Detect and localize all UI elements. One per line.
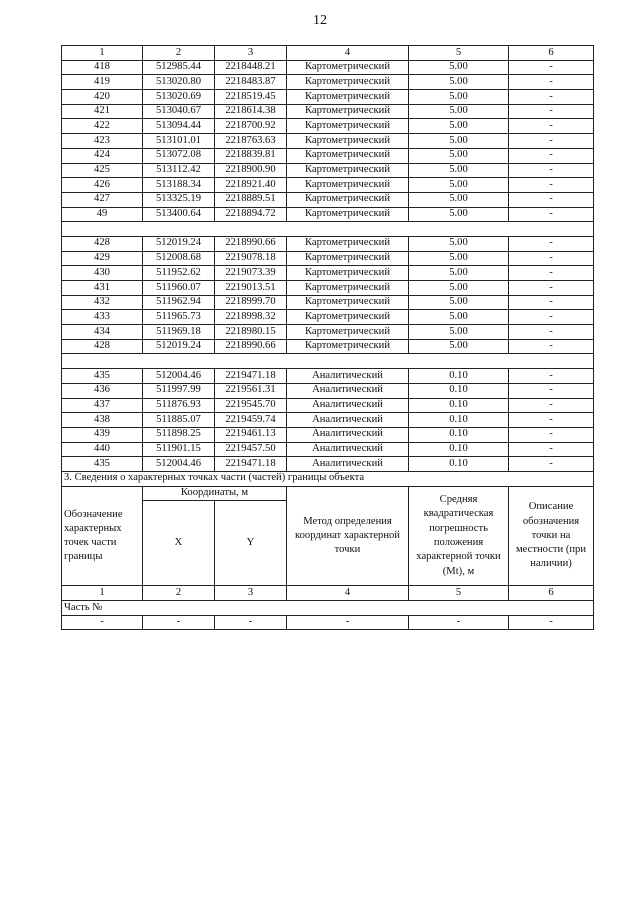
section-column-number-row (62, 586, 594, 601)
table-row (62, 369, 594, 384)
empty-cell: - (409, 615, 509, 630)
y-coordinate-cell: 2219457.50 (215, 442, 287, 457)
header-line: границы (64, 550, 103, 562)
boundary-points-table (61, 45, 594, 630)
y-coordinate-cell: 2218894.72 (215, 207, 287, 222)
description-cell: - (509, 369, 594, 384)
description-cell: - (509, 163, 594, 178)
y-coordinate-cell: 2218763.63 (215, 134, 287, 149)
table-row (62, 148, 594, 163)
empty-cell: - (62, 615, 143, 630)
point-number-cell: 431 (62, 281, 143, 296)
error-cell: 5.00 (409, 281, 509, 296)
error-cell: 5.00 (409, 236, 509, 251)
method-cell: Картометрический (287, 310, 409, 325)
col-number: 3 (215, 586, 287, 601)
x-coordinate-cell: 512019.24 (143, 339, 215, 354)
method-cell: Картометрический (287, 325, 409, 340)
y-coordinate-cell: 2218998.32 (215, 310, 287, 325)
description-cell: - (509, 236, 594, 251)
description-cell: - (509, 90, 594, 105)
method-cell: Картометрический (287, 90, 409, 105)
error-cell: 5.00 (409, 178, 509, 193)
method-cell: Картометрический (287, 192, 409, 207)
method-cell: Аналитический (287, 398, 409, 413)
empty-row (62, 222, 594, 237)
empty-cell: - (509, 615, 594, 630)
description-cell: - (509, 60, 594, 75)
x-coordinate-cell: 511901.15 (143, 442, 215, 457)
table-row (62, 413, 594, 428)
point-number-cell: 433 (62, 310, 143, 325)
y-coordinate-cell: 2218614.38 (215, 104, 287, 119)
description-cell: - (509, 457, 594, 472)
col-number: 3 (215, 46, 287, 61)
table-row (62, 281, 594, 296)
error-cell: 0.10 (409, 442, 509, 457)
description-cell: - (509, 325, 594, 340)
point-number-cell: 422 (62, 119, 143, 134)
point-number-cell: 420 (62, 90, 143, 105)
x-coordinate-cell: 512004.46 (143, 369, 215, 384)
method-cell: Аналитический (287, 427, 409, 442)
y-coordinate-cell: 2218519.45 (215, 90, 287, 105)
description-cell: - (509, 251, 594, 266)
method-cell: Картометрический (287, 207, 409, 222)
method-cell: Картометрический (287, 251, 409, 266)
method-cell: Картометрический (287, 236, 409, 251)
y-coordinate-cell: 2219561.31 (215, 383, 287, 398)
table-row (62, 383, 594, 398)
method-cell: Аналитический (287, 369, 409, 384)
description-cell: - (509, 178, 594, 193)
method-cell: Картометрический (287, 281, 409, 296)
point-number-cell: 425 (62, 163, 143, 178)
error-cell: 5.00 (409, 148, 509, 163)
point-number-cell: 421 (62, 104, 143, 119)
y-header: Y (215, 501, 287, 586)
table-row (62, 266, 594, 281)
error-cell: 0.10 (409, 413, 509, 428)
y-coordinate-cell: 2219471.18 (215, 457, 287, 472)
table-row (62, 134, 594, 149)
x-coordinate-cell: 511997.99 (143, 383, 215, 398)
error-cell: 5.00 (409, 60, 509, 75)
table-row (62, 60, 594, 75)
empty-cell: - (215, 615, 287, 630)
x-coordinate-cell: 512019.24 (143, 236, 215, 251)
y-coordinate-cell: 2218990.66 (215, 339, 287, 354)
point-number-cell: 429 (62, 251, 143, 266)
y-coordinate-cell: 2219459.74 (215, 413, 287, 428)
table-row (62, 339, 594, 354)
method-cell: Аналитический (287, 383, 409, 398)
point-number-cell: 436 (62, 383, 143, 398)
x-coordinate-cell: 513072.08 (143, 148, 215, 163)
col-number: 1 (62, 46, 143, 61)
y-coordinate-cell: 2218999.70 (215, 295, 287, 310)
header-word: точек (64, 536, 89, 548)
col-number: 1 (62, 586, 143, 601)
x-coordinate-cell: 513020.69 (143, 90, 215, 105)
point-number-cell: 440 (62, 442, 143, 457)
description-cell: - (509, 266, 594, 281)
header-word: части (91, 536, 117, 548)
y-coordinate-cell: 2219073.39 (215, 266, 287, 281)
col-number: 4 (287, 586, 409, 601)
point-number-cell: 437 (62, 398, 143, 413)
x-coordinate-cell: 513094.44 (143, 119, 215, 134)
x-coordinate-cell: 512985.44 (143, 60, 215, 75)
description-cell: - (509, 281, 594, 296)
point-number-cell: 432 (62, 295, 143, 310)
x-coordinate-cell: 513325.19 (143, 192, 215, 207)
x-coordinate-cell: 511898.25 (143, 427, 215, 442)
table-row (62, 104, 594, 119)
y-coordinate-cell: 2218483.87 (215, 75, 287, 90)
y-coordinate-cell: 2218900.90 (215, 163, 287, 178)
x-header: X (143, 501, 215, 586)
x-coordinate-cell: 511876.93 (143, 398, 215, 413)
method-cell: Картометрический (287, 104, 409, 119)
col-number: 6 (509, 586, 594, 601)
column-number-row (62, 46, 594, 61)
point-number-cell: 426 (62, 178, 143, 193)
x-coordinate-cell: 513101.01 (143, 134, 215, 149)
method-cell: Картометрический (287, 339, 409, 354)
method-cell: Картометрический (287, 148, 409, 163)
method-cell: Картометрический (287, 60, 409, 75)
table-row (62, 192, 594, 207)
point-number-cell: 438 (62, 413, 143, 428)
error-cell: 0.10 (409, 457, 509, 472)
method-cell: Картометрический (287, 163, 409, 178)
table-row (62, 251, 594, 266)
table-row (62, 207, 594, 222)
description-cell: - (509, 427, 594, 442)
point-number-cell: 423 (62, 134, 143, 149)
error-cell: 5.00 (409, 119, 509, 134)
method-cell: Картометрический (287, 134, 409, 149)
description-cell: - (509, 295, 594, 310)
error-cell: 0.10 (409, 383, 509, 398)
y-coordinate-cell: 2219013.51 (215, 281, 287, 296)
method-cell: Аналитический (287, 413, 409, 428)
error-cell: 5.00 (409, 75, 509, 90)
y-coordinate-cell: 2218889.51 (215, 192, 287, 207)
col-number: 5 (409, 46, 509, 61)
y-coordinate-cell: 2218980.15 (215, 325, 287, 340)
description-cell: - (509, 148, 594, 163)
point-number-cell: 428 (62, 339, 143, 354)
point-number-cell: 439 (62, 427, 143, 442)
description-cell: - (509, 383, 594, 398)
y-coordinate-cell: 2218990.66 (215, 236, 287, 251)
point-number-cell: 419 (62, 75, 143, 90)
table-row (62, 178, 594, 193)
description-cell: - (509, 207, 594, 222)
x-coordinate-cell: 511965.73 (143, 310, 215, 325)
x-coordinate-cell: 511885.07 (143, 413, 215, 428)
table-row (62, 325, 594, 340)
part-empty-row (62, 615, 594, 630)
table-row (62, 310, 594, 325)
header-line-pair (64, 536, 140, 550)
x-coordinate-cell: 511962.94 (143, 295, 215, 310)
error-cell: 5.00 (409, 192, 509, 207)
table-row (62, 236, 594, 251)
error-cell: 5.00 (409, 163, 509, 178)
error-header: Средняя квадратическая погрешность положения характерной точки (Mt), м (409, 486, 509, 586)
y-coordinate-cell: 2219545.70 (215, 398, 287, 413)
col-number: 5 (409, 586, 509, 601)
empty-row (62, 354, 594, 369)
method-cell: Картометрический (287, 119, 409, 134)
x-coordinate-cell: 512008.68 (143, 251, 215, 266)
error-cell: 0.10 (409, 427, 509, 442)
error-cell: 5.00 (409, 207, 509, 222)
part-label-row (62, 601, 594, 616)
error-cell: 5.00 (409, 104, 509, 119)
error-cell: 5.00 (409, 134, 509, 149)
x-coordinate-cell: 511960.07 (143, 281, 215, 296)
x-coordinate-cell: 513112.42 (143, 163, 215, 178)
description-cell: - (509, 119, 594, 134)
x-coordinate-cell: 513040.67 (143, 104, 215, 119)
description-cell: - (509, 192, 594, 207)
description-header: Описание обозначения точки на местности (при наличии) (509, 486, 594, 586)
method-cell: Картометрический (287, 75, 409, 90)
point-number-cell: 430 (62, 266, 143, 281)
description-cell: - (509, 134, 594, 149)
description-cell: - (509, 442, 594, 457)
x-coordinate-cell: 513020.80 (143, 75, 215, 90)
method-cell: Аналитический (287, 457, 409, 472)
x-coordinate-cell: 513188.34 (143, 178, 215, 193)
point-number-cell: 427 (62, 192, 143, 207)
table-row (62, 119, 594, 134)
section-header-row-1 (62, 486, 594, 501)
x-coordinate-cell: 513400.64 (143, 207, 215, 222)
section-title: 3. Сведения о характерных точках части (частей) границы объекта (62, 471, 594, 486)
description-cell: - (509, 398, 594, 413)
error-cell: 0.10 (409, 369, 509, 384)
error-cell: 0.10 (409, 398, 509, 413)
y-coordinate-cell: 2219078.18 (215, 251, 287, 266)
x-coordinate-cell: 511969.18 (143, 325, 215, 340)
description-cell: - (509, 413, 594, 428)
error-cell: 5.00 (409, 310, 509, 325)
point-number-cell: 428 (62, 236, 143, 251)
description-cell: - (509, 75, 594, 90)
point-number-cell: 49 (62, 207, 143, 222)
point-number-cell: 434 (62, 325, 143, 340)
section-title-row (62, 471, 594, 486)
empty-cell: - (143, 615, 215, 630)
header-line: Обозначение (64, 509, 123, 521)
col-number: 6 (509, 46, 594, 61)
empty-cell: - (287, 615, 409, 630)
col-number: 2 (143, 46, 215, 61)
table-row (62, 163, 594, 178)
col-number: 4 (287, 46, 409, 61)
y-coordinate-cell: 2218700.92 (215, 119, 287, 134)
table-row (62, 75, 594, 90)
error-cell: 5.00 (409, 339, 509, 354)
point-number-cell: 418 (62, 60, 143, 75)
error-cell: 5.00 (409, 90, 509, 105)
table-row (62, 427, 594, 442)
point-number-cell: 435 (62, 457, 143, 472)
error-cell: 5.00 (409, 295, 509, 310)
x-coordinate-cell: 511952.62 (143, 266, 215, 281)
y-coordinate-cell: 2219461.13 (215, 427, 287, 442)
table-row (62, 90, 594, 105)
description-cell: - (509, 339, 594, 354)
y-coordinate-cell: 2218839.81 (215, 148, 287, 163)
error-cell: 5.00 (409, 266, 509, 281)
method-cell: Аналитический (287, 442, 409, 457)
method-cell: Картометрический (287, 295, 409, 310)
method-cell: Картометрический (287, 178, 409, 193)
table-row (62, 442, 594, 457)
y-coordinate-cell: 2218921.40 (215, 178, 287, 193)
page-number: 12 (313, 13, 327, 28)
part-label: Часть № (62, 601, 594, 616)
table-row (62, 295, 594, 310)
table-row (62, 398, 594, 413)
table-row (62, 457, 594, 472)
error-cell: 5.00 (409, 325, 509, 340)
description-cell: - (509, 104, 594, 119)
method-cell: Картометрический (287, 266, 409, 281)
point-number-cell: 435 (62, 369, 143, 384)
y-coordinate-cell: 2218448.21 (215, 60, 287, 75)
col-number: 2 (143, 586, 215, 601)
x-coordinate-cell: 512004.46 (143, 457, 215, 472)
error-cell: 5.00 (409, 251, 509, 266)
point-designation-header (62, 486, 143, 586)
coordinates-header: Координаты, м (143, 486, 287, 501)
description-cell: - (509, 310, 594, 325)
method-header: Метод определения координат характерной точки (287, 486, 409, 586)
point-number-cell: 424 (62, 148, 143, 163)
y-coordinate-cell: 2219471.18 (215, 369, 287, 384)
header-line: характерных (64, 523, 122, 535)
